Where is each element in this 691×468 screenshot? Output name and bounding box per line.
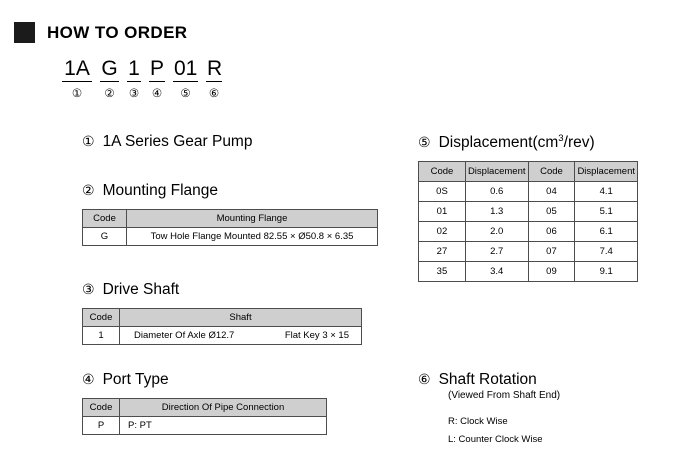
section-series	[82, 133, 252, 151]
table-row	[83, 228, 378, 246]
section-5-title-prefix: Displacement(cm	[438, 134, 559, 152]
section-2-marker: ②	[82, 182, 95, 198]
cell-code-1: 02	[419, 222, 466, 242]
cell-pipe-direction: P: PT	[120, 417, 327, 435]
table-row	[83, 417, 327, 435]
section-drive-shaft	[82, 281, 362, 345]
section-displacement	[418, 133, 638, 282]
cell-code-1: 35	[419, 262, 466, 282]
port-type-table	[82, 398, 327, 435]
section-3-heading	[82, 281, 362, 299]
table-row	[419, 262, 638, 282]
section-5-marker: ⑤	[418, 134, 431, 151]
column-header-mounting-flange: Mounting Flange	[127, 210, 378, 228]
section-3-title: Drive Shaft	[102, 281, 180, 298]
code-segment-2: G	[100, 58, 119, 82]
cell-displacement-2: 7.4	[575, 242, 638, 262]
column-header-shaft: Shaft	[120, 309, 362, 327]
page-title: HOW TO ORDER	[47, 22, 188, 42]
section-4-marker: ④	[82, 371, 95, 387]
cell-code-2: 04	[528, 182, 575, 202]
column-header-code: Code	[83, 309, 120, 327]
section-6-title: Shaft Rotation	[438, 371, 537, 388]
cell-shaft-key: Flat Key 3 × 15	[284, 330, 349, 341]
cell-code-1: 01	[419, 202, 466, 222]
section-3-marker: ③	[82, 281, 95, 297]
column-header-code: Code	[83, 210, 127, 228]
cell-code: G	[83, 228, 127, 246]
section-1-marker: ①	[82, 133, 95, 149]
table-header-row	[419, 162, 638, 182]
column-header-pipe-direction: Direction Of Pipe Connection	[120, 399, 327, 417]
column-header-displacement-2: Displacement	[575, 162, 638, 182]
section-5-title	[439, 133, 595, 152]
drive-shaft-table	[82, 308, 362, 345]
table-row	[419, 222, 638, 242]
cell-displacement-2: 5.1	[575, 202, 638, 222]
code-segment-1: 1A	[62, 58, 92, 82]
cell-displacement-1: 2.0	[465, 222, 528, 242]
code-marker-3: ③	[128, 88, 140, 101]
code-marker-4: ④	[151, 88, 163, 101]
section-1-title: 1A Series Gear Pump	[102, 133, 253, 150]
section-6-heading	[418, 371, 560, 389]
section-4-heading	[82, 371, 327, 389]
code-segment-4: P	[149, 58, 165, 82]
code-marker-2: ②	[104, 88, 115, 101]
cell-code-2: 05	[528, 202, 575, 222]
note-counter-clockwise: L: Counter Clock Wise	[448, 434, 543, 446]
title-bullet-square	[14, 22, 35, 43]
page-title-row	[14, 22, 188, 43]
section-shaft-rotation	[418, 371, 560, 449]
mounting-flange-table	[82, 209, 378, 246]
cell-displacement-1: 2.7	[465, 242, 528, 262]
cell-code-2: 09	[528, 262, 575, 282]
code-marker-6: ⑥	[208, 88, 220, 101]
section-5-title-suffix: /rev)	[563, 134, 595, 152]
shaft-rotation-notes	[448, 413, 560, 449]
order-code-markers	[62, 86, 222, 100]
code-segment-3: 1	[127, 58, 141, 82]
section-port-type	[82, 371, 327, 435]
table-row	[419, 202, 638, 222]
cell-code: P	[83, 417, 120, 435]
table-header-row	[83, 210, 378, 228]
code-marker-1: ①	[71, 88, 83, 101]
order-code-line	[62, 58, 222, 82]
displacement-table	[418, 161, 638, 282]
cell-code-1: 0S	[419, 182, 466, 202]
section-mounting-flange	[82, 182, 378, 246]
section-6-subtitle: (Viewed From Shaft End)	[448, 390, 561, 401]
table-row	[419, 242, 638, 262]
order-code-block	[62, 58, 222, 100]
cell-mounting-flange: Tow Hole Flange Mounted 82.55 × Ø50.8 × 6.35	[127, 228, 378, 246]
column-header-code: Code	[83, 399, 120, 417]
column-header-code-2: Code	[528, 162, 575, 182]
cell-displacement-2: 9.1	[575, 262, 638, 282]
cell-shaft	[120, 327, 362, 345]
section-6-marker: ⑥	[418, 371, 431, 387]
code-segment-5: 01	[173, 58, 198, 82]
section-4-title: Port Type	[102, 371, 169, 388]
section-5-heading	[418, 133, 638, 152]
column-header-code-1: Code	[419, 162, 466, 182]
cell-code: 1	[83, 327, 120, 345]
cell-code-1: 27	[419, 242, 466, 262]
column-header-displacement-1: Displacement	[465, 162, 528, 182]
note-clockwise: R: Clock Wise	[448, 416, 508, 427]
section-1-heading	[82, 133, 252, 151]
cell-displacement-1: 3.4	[465, 262, 528, 282]
table-row	[83, 327, 362, 345]
section-2-heading	[82, 182, 378, 200]
cell-displacement-2: 6.1	[575, 222, 638, 242]
table-header-row	[83, 309, 362, 327]
cell-displacement-2: 4.1	[575, 182, 638, 202]
cell-code-2: 06	[528, 222, 575, 242]
table-row	[419, 182, 638, 202]
table-header-row	[83, 399, 327, 417]
cell-code-2: 07	[528, 242, 575, 262]
code-marker-5: ⑤	[180, 88, 191, 101]
cell-displacement-1: 0.6	[465, 182, 528, 202]
cell-shaft-diameter: Diameter Of Axle Ø12.7	[134, 330, 235, 341]
cell-displacement-1: 1.3	[465, 202, 528, 222]
section-2-title: Mounting Flange	[102, 182, 219, 199]
code-segment-6: R	[206, 58, 222, 82]
section-5-title-exponent: 3	[558, 133, 564, 144]
